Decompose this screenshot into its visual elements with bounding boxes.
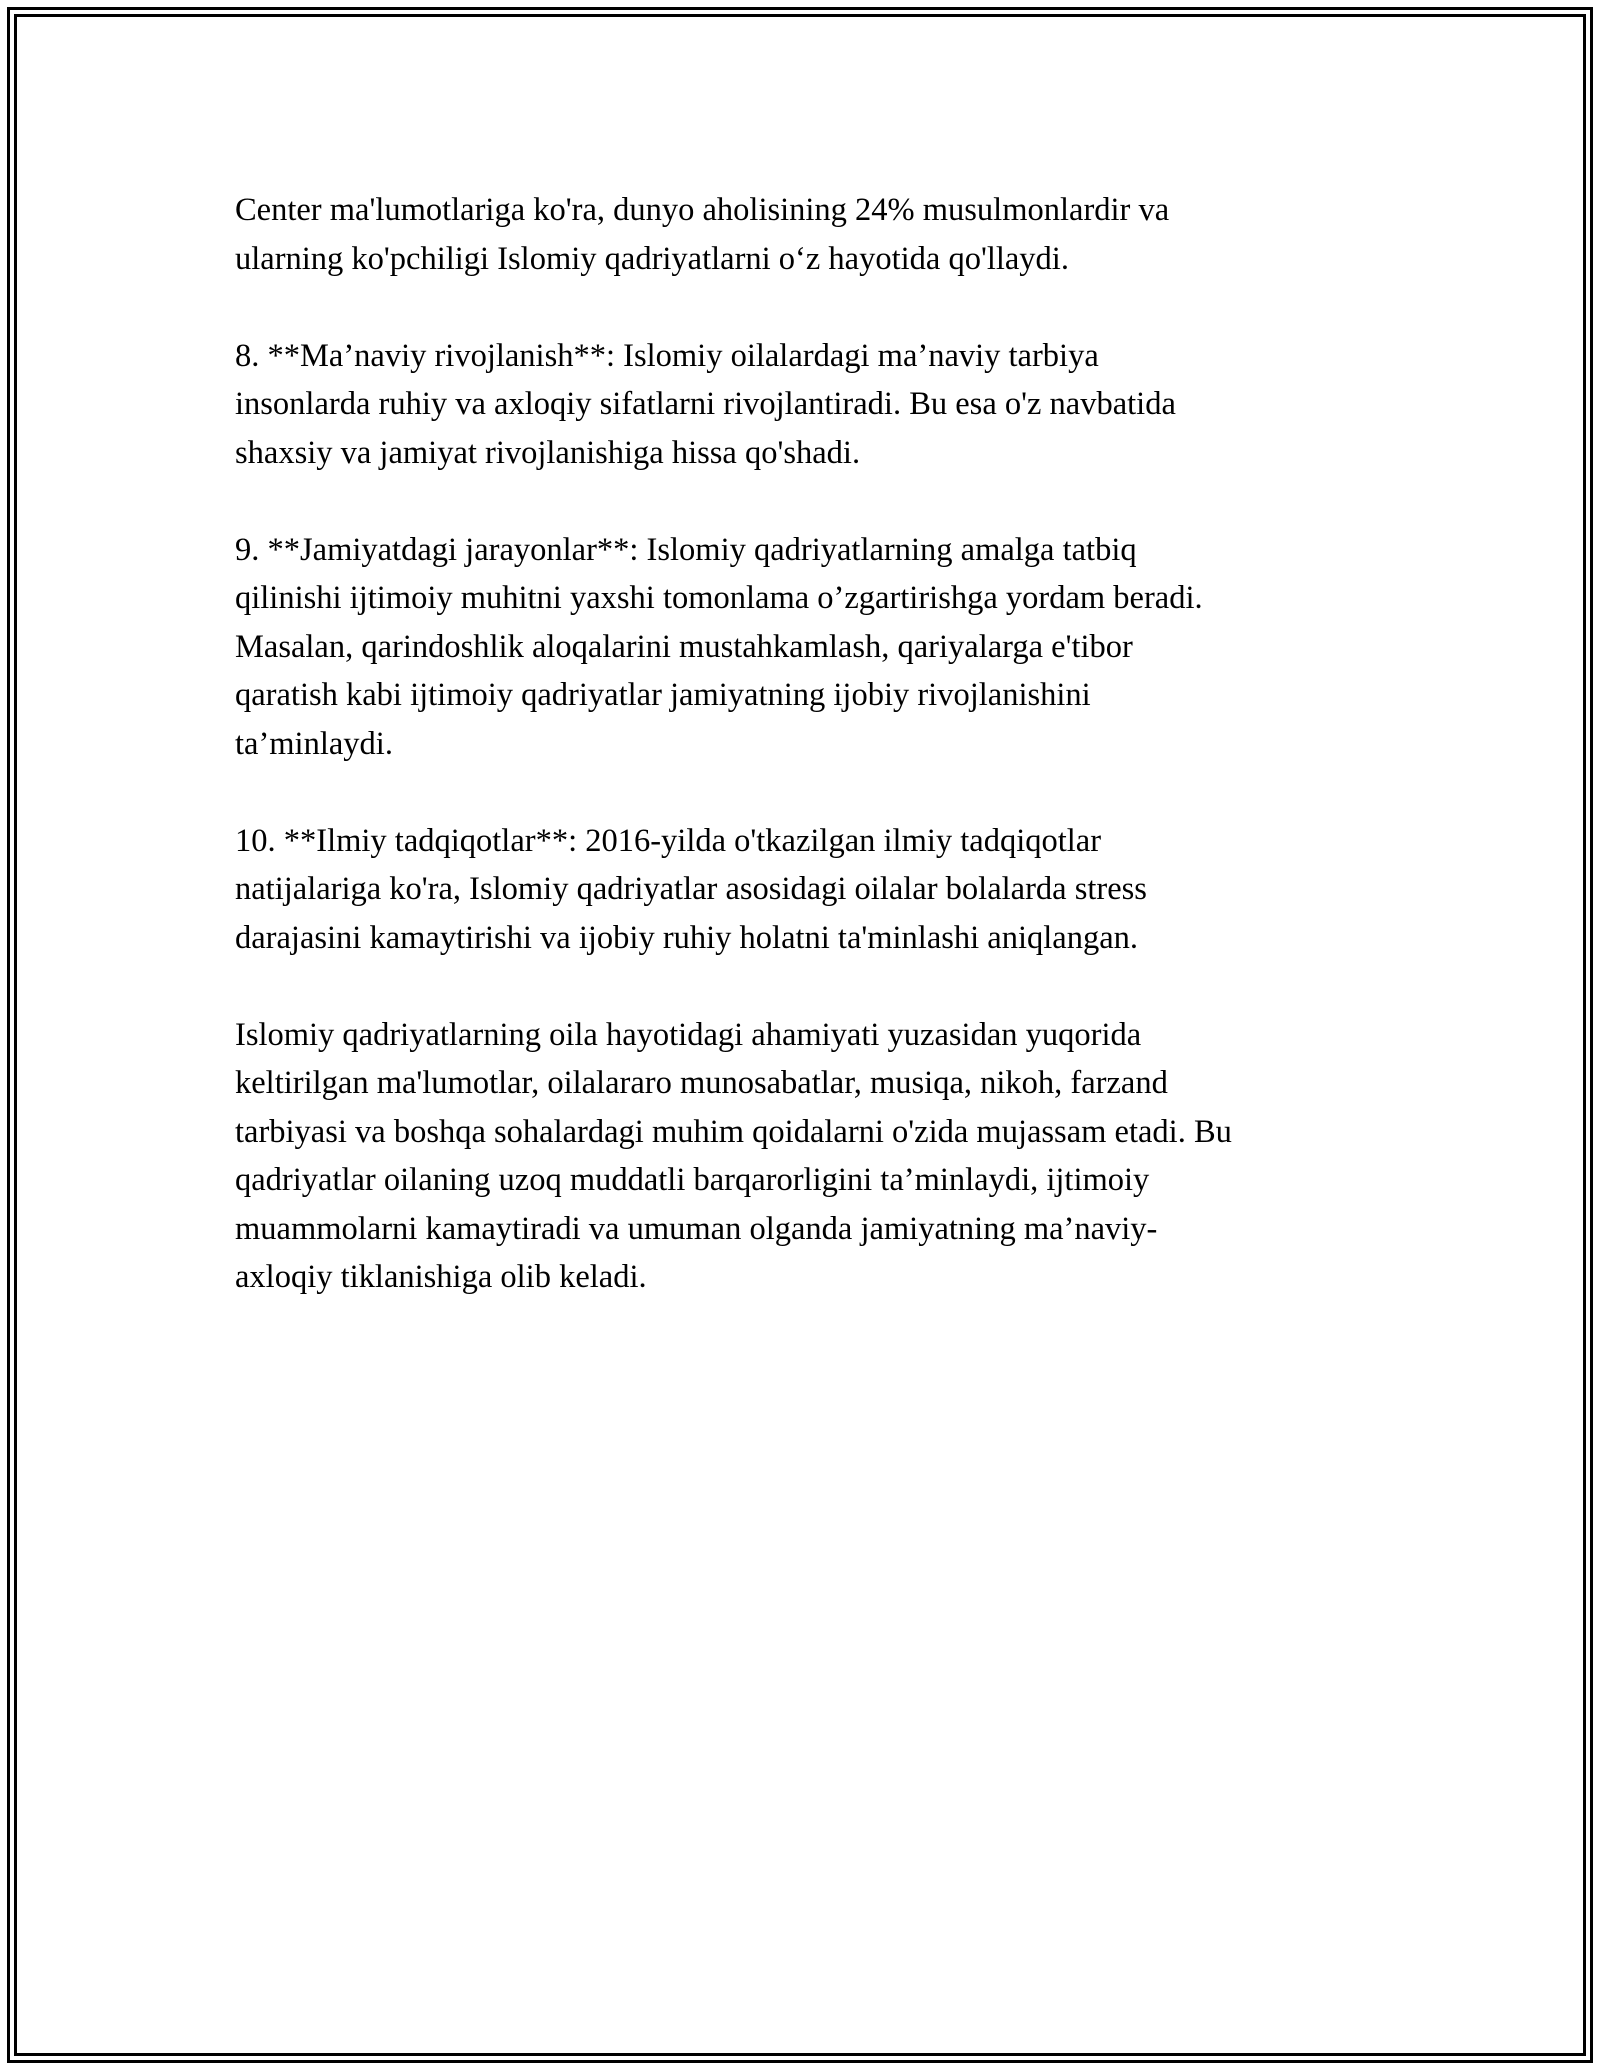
text-line: 10. **Ilmiy tadqiqotlar**: 2016-yilda o'tkazilgan ilmiy tadqiqotlar (235, 822, 1102, 859)
text-line: keltirilgan ma'lumotlar, oilalararo munosabatlar, musiqa, nikoh, farzand (235, 1065, 1168, 1101)
text-line: 8. **Ma’naviy rivojlanish**: Islomiy oilalardagi ma’naviy tarbiya (235, 337, 1099, 374)
paragraph-conclusion (235, 1011, 1375, 1302)
text-line: Center ma'lumotlariga ko'ra, dunyo aholisining 24% musulmonlardir va (235, 192, 1170, 228)
text-line: qaratish kabi ijtimoiy qadriyatlar jamiyatning ijobiy rivojlanishini (235, 677, 1091, 713)
paragraph-item-8 (235, 332, 1375, 478)
text-line: ta’minlaydi. (235, 725, 393, 762)
document-body (235, 186, 1375, 1302)
text-line: Islomiy qadriyatlarning oila hayotidagi ahamiyati yuzasidan yuqorida (235, 1016, 1142, 1053)
paragraph-intro-continued (235, 186, 1375, 283)
text-line: ularning ko'pchiligi Islomiy qadriyatlarni o‘z hayotida qo'llaydi. (235, 240, 1069, 277)
text-line: 9. **Jamiyatdagi jarayonlar**: Islomiy qadriyatlarning amalga tatbiq (235, 531, 1137, 568)
text-line: shaxsiy va jamiyat rivojlanishiga hissa qo'shadi. (235, 434, 861, 471)
text-line: axloqiy tiklanishiga olib keladi. (235, 1259, 647, 1295)
text-line: natijalariga ko'ra, Islomiy qadriyatlar asosidagi oilalar bolalarda stress (235, 871, 1147, 907)
text-line: Masalan, qarindoshlik aloqalarini mustahkamlash, qariyalarga e'tibor (235, 628, 1133, 665)
paragraph-item-9 (235, 526, 1375, 769)
text-line: insonlarda ruhiy va axloqiy sifatlarni rivojlantiradi. Bu esa o'z navbatida (235, 386, 1176, 422)
text-line: qilinishi ijtimoiy muhitni yaxshi tomonlama o’zgartirishga yordam beradi. (235, 580, 1203, 616)
paragraph-item-10 (235, 817, 1375, 963)
text-line: muammolarni kamaytiradi va umuman olganda jamiyatning ma’naviy- (235, 1210, 1158, 1247)
text-line: darajasini kamaytirishi va ijobiy ruhiy holatni ta'minlashi aniqlangan. (235, 919, 1139, 956)
text-line: tarbiyasi va boshqa sohalardagi muhim qoidalarni o'zida mujassam etadi. Bu (235, 1113, 1232, 1150)
text-line: qadriyatlar oilaning uzoq muddatli barqarorligini ta’minlaydi, ijtimoiy (235, 1162, 1150, 1198)
